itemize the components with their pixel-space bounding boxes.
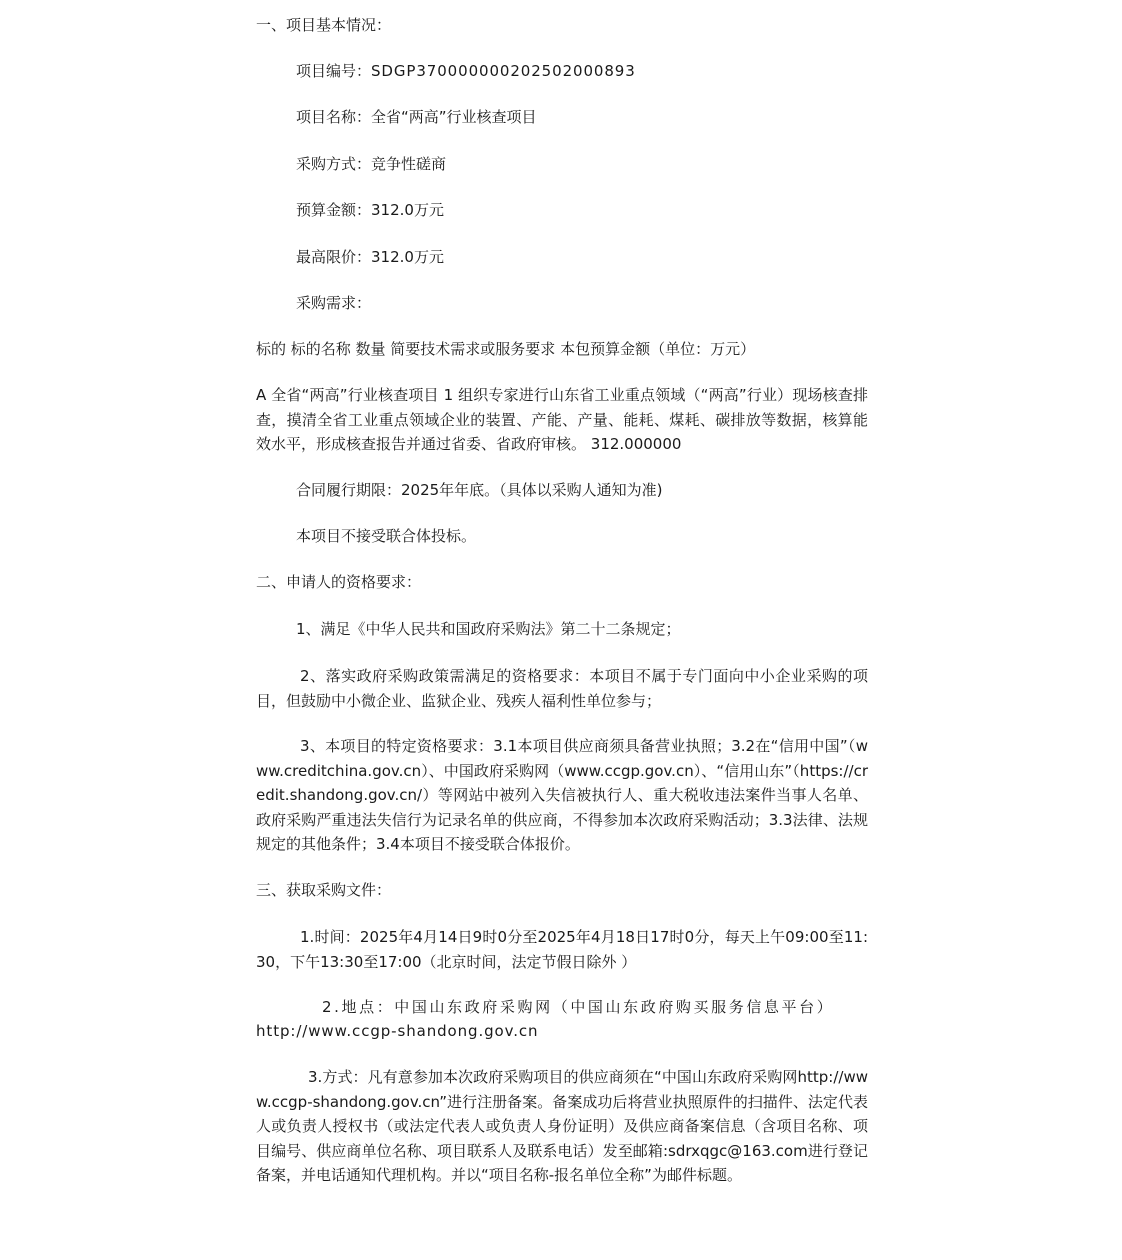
- max-price-label: 最高限价：: [296, 248, 372, 266]
- section-2-heading: 二、申请人的资格要求：: [256, 573, 422, 591]
- project-name-value: 全省“两高”行业核查项目: [371, 108, 537, 126]
- acquisition-method: 3.方式：凡有意参加本次政府采购项目的供应商须在“中国山东政府采购网http://www.ccgp-shandong.gov.cn”进行注册备案。备案成功后将营业执照原件的扫描件、法定代表人或负责人授权书（或法定代表人或负责人身份证明）及供应商备案信息（含项目名称、项目编号、供应商单位名称、项目联系人及联系电话）发至邮箱:sdrxqgc@163.com进行登记备案，并电话通知代理机构。并以“项目名称-报名单位全称”为邮件标题。: [256, 1068, 868, 1184]
- budget-value: 312.0万元: [371, 201, 444, 219]
- budget-label: 预算金额：: [296, 201, 372, 219]
- budget-row: [256, 198, 868, 223]
- procurement-method-value: 竞争性磋商: [371, 155, 447, 173]
- max-price-row: [256, 245, 868, 270]
- qualification-item-3: 3、本项目的特定资格要求：3.1本项目供应商须具备营业执照；3.2在“信用中国”（www.creditchina.gov.cn）、中国政府采购网（www.ccgp.gov.cn）、“信用山东”（https://credit.shandong.gov.cn/）等网站中被列入失信被执行人、重大税收违法案件当事人名单、政府采购严重违法失信行为记录名单的供应商，不得参加本次政府采购活动；3.3法律、法规规定的其他条件；3.4本项目不接受联合体报价。: [256, 737, 868, 853]
- no-consortium-notice: 本项目不接受联合体投标。: [296, 527, 477, 545]
- acquisition-time: 1.时间：2025年4月14日9时0分至2025年4月18日17时0分，每天上午09:00至11:30，下午13:30至17:00（北京时间，法定节假日除外 ）: [256, 928, 868, 971]
- requirements-table-header: 标的 标的名称 数量 简要技术需求或服务要求 本包预算金额（单位：万元）: [256, 340, 756, 358]
- qualification-item-1: 1、满足《中华人民共和国政府采购法》第二十二条规定；: [296, 620, 681, 638]
- project-name-row: [256, 105, 868, 130]
- project-number-value: SDGP370000000202502000893: [371, 62, 636, 80]
- project-name-label: 项目名称：: [296, 108, 372, 126]
- requirements-table-row: A 全省“两高”行业核查项目 1 组织专家进行山东省工业重点领域（“两高”行业）现场核查排查，摸清全省工业重点领域企业的装置、产能、产量、能耗、煤耗、碳排放等数据，核算能效水平，形成核查报告并通过省委、省政府审核。 312.000000: [256, 386, 868, 453]
- project-number-row: [256, 59, 868, 84]
- acquisition-location-url[interactable]: http://www.ccgp-shandong.gov.cn: [256, 1022, 539, 1040]
- procurement-method-row: [256, 152, 868, 177]
- section-3-heading: 三、获取采购文件：: [256, 881, 392, 899]
- acquisition-location: 2.地点：中国山东政府采购网（中国山东政府购买服务信息平台）: [322, 998, 835, 1016]
- requirements-label: 采购需求：: [296, 294, 372, 312]
- section-1-heading: 一、项目基本情况：: [256, 16, 392, 34]
- contract-period: 合同履行期限：2025年年底。（具体以采购人通知为准): [296, 481, 663, 499]
- qualification-item-2: 2、落实政府采购政策需满足的资格要求：本项目不属于专门面向中小企业采购的项目，但鼓励中小微企业、监狱企业、残疾人福利性单位参与；: [256, 667, 868, 710]
- procurement-method-label: 采购方式：: [296, 155, 372, 173]
- max-price-value: 312.0万元: [371, 248, 444, 266]
- project-number-label: 项目编号：: [296, 62, 372, 80]
